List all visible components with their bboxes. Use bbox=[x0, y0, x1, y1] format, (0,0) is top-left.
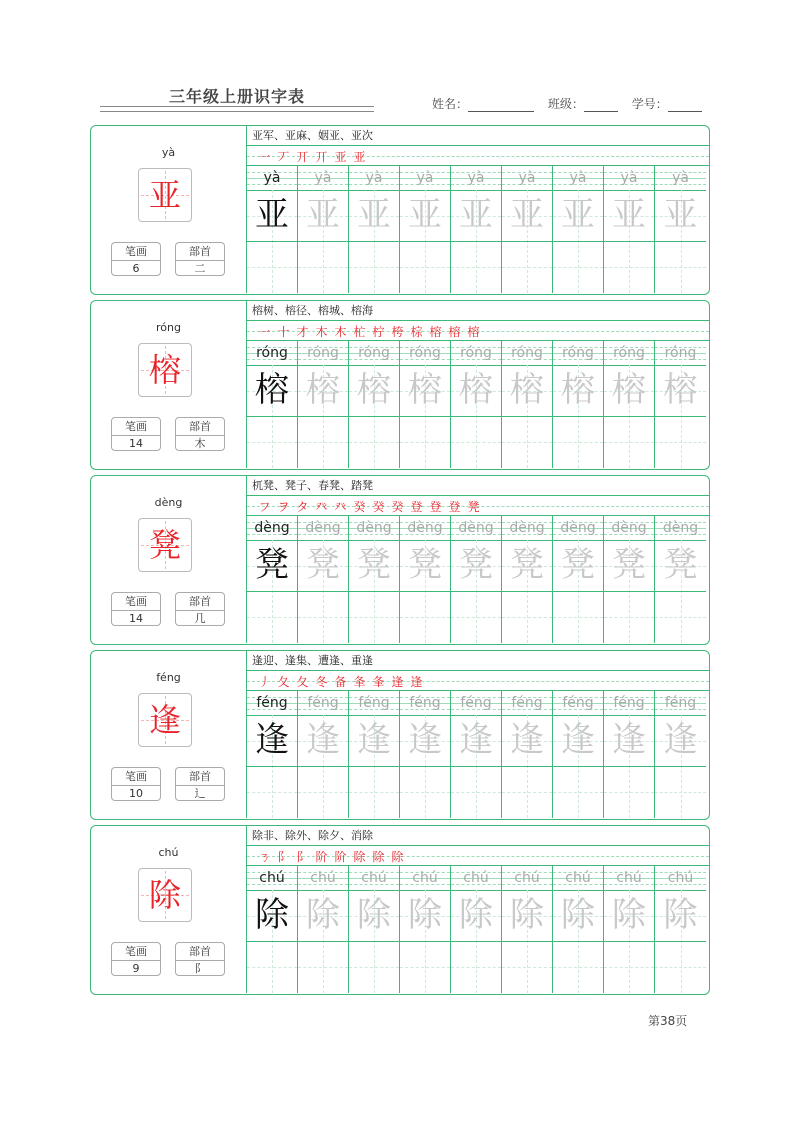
stroke-step: 杧 bbox=[353, 325, 366, 339]
practice-cell[interactable] bbox=[247, 691, 298, 818]
cell-character: 亚 bbox=[255, 195, 289, 235]
cell-character: 逢 bbox=[408, 720, 442, 760]
name-label: 姓名： bbox=[432, 97, 469, 111]
class-label: 班级： bbox=[547, 97, 584, 111]
practice-panel bbox=[247, 476, 709, 643]
practice-cell[interactable] bbox=[349, 516, 400, 643]
character-pinyin: yà bbox=[161, 146, 176, 159]
cell-pinyin: chú bbox=[259, 870, 285, 886]
practice-cell[interactable] bbox=[349, 691, 400, 818]
radical-box bbox=[175, 417, 225, 451]
cell-pinyin: róng bbox=[562, 345, 594, 361]
practice-cell[interactable] bbox=[502, 866, 553, 993]
practice-cell[interactable] bbox=[298, 166, 349, 293]
main-character: 亚 bbox=[148, 176, 181, 214]
strokes-value: 14 bbox=[129, 437, 143, 450]
practice-cell[interactable] bbox=[298, 691, 349, 818]
writing-grid bbox=[247, 691, 709, 818]
stroke-order-row bbox=[247, 671, 709, 691]
cell-pinyin: chú bbox=[565, 870, 591, 886]
cell-character: 凳 bbox=[306, 545, 340, 585]
cell-character: 逢 bbox=[561, 720, 595, 760]
practice-cell[interactable] bbox=[451, 866, 502, 993]
character-info-panel bbox=[91, 476, 247, 643]
strokes-value: 14 bbox=[129, 612, 143, 625]
stroke-step: 才 bbox=[296, 325, 309, 339]
stroke-step: 柠 bbox=[372, 325, 385, 339]
stroke-step: 丌 bbox=[315, 150, 328, 164]
practice-cell[interactable] bbox=[247, 341, 298, 468]
stroke-step: 一 bbox=[258, 150, 271, 164]
practice-cell[interactable] bbox=[247, 166, 298, 293]
id-label: 学号： bbox=[631, 97, 668, 111]
cell-character: 榕 bbox=[663, 370, 698, 410]
stroke-step: 登 bbox=[429, 500, 442, 514]
cell-character: 榕 bbox=[408, 370, 442, 410]
cell-character: 逢 bbox=[612, 720, 646, 760]
practice-cell[interactable] bbox=[400, 516, 451, 643]
radical-box bbox=[175, 767, 225, 801]
cell-character: 亚 bbox=[459, 195, 493, 235]
title-underline bbox=[100, 106, 374, 112]
id-blank[interactable] bbox=[668, 99, 702, 112]
stroke-order-row bbox=[247, 146, 709, 166]
strokes-value: 9 bbox=[132, 962, 140, 975]
practice-cell[interactable] bbox=[502, 691, 553, 818]
cell-pinyin: chú bbox=[616, 870, 642, 886]
radical-label: 部首 bbox=[176, 768, 224, 786]
cell-pinyin: dèng bbox=[611, 520, 647, 536]
practice-cell[interactable] bbox=[604, 516, 655, 643]
stroke-step: 夂 bbox=[296, 675, 309, 689]
practice-cell[interactable] bbox=[553, 866, 604, 993]
cell-pinyin: yà bbox=[518, 170, 536, 186]
cell-pinyin: féng bbox=[562, 695, 594, 711]
cell-character: 凳 bbox=[255, 545, 289, 585]
practice-cell[interactable] bbox=[553, 341, 604, 468]
character-card bbox=[90, 125, 710, 295]
strokes-value: 6 bbox=[132, 262, 140, 275]
stroke-step: 阝 bbox=[277, 850, 290, 864]
character-info-panel bbox=[91, 301, 247, 468]
cell-character: 亚 bbox=[561, 195, 595, 235]
stroke-step: 癸 bbox=[353, 500, 366, 514]
cell-character: 榕 bbox=[306, 370, 340, 410]
practice-cell[interactable] bbox=[247, 866, 298, 993]
stroke-count-box bbox=[111, 767, 161, 801]
stroke-step: 十 bbox=[277, 325, 290, 339]
practice-panel bbox=[247, 651, 709, 818]
practice-cell[interactable] bbox=[349, 341, 400, 468]
cell-pinyin: chú bbox=[667, 870, 694, 886]
practice-cell[interactable] bbox=[451, 516, 502, 643]
practice-cell[interactable] bbox=[451, 341, 502, 468]
radical-box bbox=[175, 942, 225, 976]
strokes-label: 笔画 bbox=[112, 943, 160, 961]
writing-grid bbox=[247, 166, 709, 293]
class-field[interactable] bbox=[548, 95, 618, 112]
cell-pinyin: róng bbox=[256, 345, 288, 361]
practice-cell[interactable] bbox=[451, 166, 502, 293]
practice-cell[interactable] bbox=[502, 516, 553, 643]
cell-pinyin: féng bbox=[358, 695, 390, 711]
stroke-step: タ bbox=[296, 500, 309, 514]
cell-character: 逢 bbox=[510, 720, 544, 760]
practice-cell[interactable] bbox=[298, 516, 349, 643]
practice-cell[interactable] bbox=[502, 341, 553, 468]
radical-box bbox=[175, 242, 225, 276]
stroke-order-row bbox=[247, 496, 709, 516]
cell-character: 亚 bbox=[612, 195, 646, 235]
stroke-step: 桍 bbox=[391, 325, 404, 339]
cell-character: 榕 bbox=[510, 370, 544, 410]
practice-cell[interactable] bbox=[400, 341, 451, 468]
cell-character: 凳 bbox=[561, 545, 595, 585]
strokes-label: 笔画 bbox=[112, 418, 160, 436]
cell-character: 亚 bbox=[408, 195, 442, 235]
main-character: 逢 bbox=[148, 701, 181, 739]
stroke-step: 逢 bbox=[391, 675, 404, 689]
cell-pinyin: chú bbox=[361, 870, 387, 886]
practice-cell[interactable] bbox=[655, 691, 706, 818]
cell-pinyin: dèng bbox=[560, 520, 596, 536]
main-character: 除 bbox=[148, 876, 181, 914]
practice-cell[interactable] bbox=[400, 691, 451, 818]
cell-pinyin: yà bbox=[672, 170, 689, 186]
practice-cell[interactable] bbox=[400, 166, 451, 293]
cell-pinyin: yà bbox=[263, 170, 281, 186]
practice-cell[interactable] bbox=[655, 166, 706, 293]
radical-value: 几 bbox=[194, 612, 206, 625]
character-box bbox=[138, 868, 192, 922]
stroke-step: 除 bbox=[353, 850, 366, 864]
cell-character: 凳 bbox=[663, 545, 698, 585]
cell-character: 亚 bbox=[357, 195, 391, 235]
character-pinyin: dèng bbox=[154, 496, 183, 509]
stroke-step: 登 bbox=[448, 500, 461, 514]
practice-cell[interactable] bbox=[604, 691, 655, 818]
character-card bbox=[90, 300, 710, 470]
cell-character: 除 bbox=[306, 895, 340, 935]
stroke-step: 癶 bbox=[334, 500, 347, 514]
cell-character: 凳 bbox=[357, 545, 391, 585]
writing-grid bbox=[247, 866, 709, 993]
cell-character: 逢 bbox=[357, 720, 391, 760]
character-card bbox=[90, 825, 710, 995]
cell-pinyin: róng bbox=[613, 345, 645, 361]
cell-pinyin: féng bbox=[409, 695, 441, 711]
cell-pinyin: dèng bbox=[356, 520, 392, 536]
cell-pinyin: féng bbox=[664, 695, 697, 711]
example-words: 除非、除外、除夕、消除 bbox=[247, 826, 709, 846]
cell-character: 除 bbox=[663, 895, 698, 935]
stroke-step: 癸 bbox=[372, 500, 385, 514]
cell-character: 逢 bbox=[255, 720, 289, 760]
cell-character: 除 bbox=[510, 895, 544, 935]
stroke-step: 木 bbox=[315, 325, 328, 339]
practice-cell[interactable] bbox=[502, 166, 553, 293]
cell-character: 凳 bbox=[612, 545, 646, 585]
cell-character: 榕 bbox=[612, 370, 646, 410]
cell-pinyin: róng bbox=[409, 345, 441, 361]
practice-cell[interactable] bbox=[604, 341, 655, 468]
character-pinyin: féng bbox=[156, 671, 181, 684]
character-box bbox=[138, 343, 192, 397]
writing-grid bbox=[247, 516, 709, 643]
cell-pinyin: dèng bbox=[305, 520, 341, 536]
example-words: 逢迎、逢集、遭逢、重逢 bbox=[247, 651, 709, 671]
stroke-step: 木 bbox=[334, 325, 347, 339]
radical-value: 木 bbox=[194, 437, 206, 450]
strokes-label: 笔画 bbox=[112, 243, 160, 261]
stroke-step: 阶 bbox=[334, 850, 347, 864]
character-box bbox=[138, 168, 192, 222]
practice-cell[interactable] bbox=[604, 866, 655, 993]
class-blank[interactable] bbox=[584, 99, 618, 112]
practice-cell[interactable] bbox=[655, 516, 706, 643]
stroke-step: フ bbox=[258, 500, 271, 514]
cell-pinyin: róng bbox=[664, 345, 697, 361]
stroke-step: 一 bbox=[258, 325, 271, 339]
page-header bbox=[0, 0, 800, 120]
cell-character: 除 bbox=[408, 895, 442, 935]
stroke-step: 夆 bbox=[353, 675, 366, 689]
cell-pinyin: féng bbox=[613, 695, 645, 711]
practice-cell[interactable] bbox=[655, 866, 706, 993]
radical-label: 部首 bbox=[176, 243, 224, 261]
cell-pinyin: róng bbox=[460, 345, 492, 361]
example-words: 榕树、榕径、榕城、榕海 bbox=[247, 301, 709, 321]
stroke-step: 丆 bbox=[277, 150, 290, 164]
stroke-step: 除 bbox=[372, 850, 385, 864]
main-character: 榕 bbox=[148, 351, 181, 389]
strokes-value: 10 bbox=[129, 787, 143, 800]
practice-cell[interactable] bbox=[349, 166, 400, 293]
cell-character: 亚 bbox=[510, 195, 544, 235]
stroke-step: 榕 bbox=[467, 325, 480, 339]
stroke-step: 丿 bbox=[258, 675, 271, 689]
stroke-count-box bbox=[111, 417, 161, 451]
stroke-step: 夆 bbox=[372, 675, 385, 689]
stroke-step: 癶 bbox=[315, 500, 328, 514]
cell-character: 亚 bbox=[663, 195, 698, 235]
cell-pinyin: dèng bbox=[458, 520, 494, 536]
strokes-label: 笔画 bbox=[112, 768, 160, 786]
cell-pinyin: yà bbox=[467, 170, 485, 186]
character-box bbox=[138, 518, 192, 572]
stroke-step: 除 bbox=[391, 850, 404, 864]
stroke-step: 丌 bbox=[296, 150, 309, 164]
student-info-fields bbox=[432, 95, 712, 112]
stroke-step: 阝 bbox=[296, 850, 309, 864]
practice-panel bbox=[247, 826, 709, 993]
stroke-step: 夂 bbox=[277, 675, 290, 689]
cell-character: 除 bbox=[357, 895, 391, 935]
stroke-step: ヲ bbox=[277, 500, 290, 514]
radical-box bbox=[175, 592, 225, 626]
cell-pinyin: féng bbox=[256, 695, 288, 711]
name-blank[interactable] bbox=[468, 99, 534, 112]
id-field[interactable] bbox=[632, 95, 702, 112]
practice-cell[interactable] bbox=[349, 866, 400, 993]
cell-character: 亚 bbox=[306, 195, 340, 235]
page-title: 三年级上册识字表 bbox=[168, 87, 305, 106]
radical-label: 部首 bbox=[176, 943, 224, 961]
cell-character: 逢 bbox=[459, 720, 493, 760]
stroke-step: 棕 bbox=[410, 325, 423, 339]
stroke-order-row bbox=[247, 321, 709, 341]
practice-cell[interactable] bbox=[298, 341, 349, 468]
main-character: 凳 bbox=[148, 526, 181, 564]
stroke-step: 备 bbox=[334, 675, 347, 689]
cell-character: 逢 bbox=[663, 720, 698, 760]
cell-pinyin: yà bbox=[620, 170, 638, 186]
stroke-count-box bbox=[111, 942, 161, 976]
practice-cell[interactable] bbox=[298, 866, 349, 993]
page-number: 第38页 bbox=[648, 1014, 688, 1028]
practice-panel bbox=[247, 301, 709, 468]
character-card bbox=[90, 650, 710, 820]
cell-pinyin: chú bbox=[514, 870, 540, 886]
cell-character: 榕 bbox=[357, 370, 391, 410]
cell-character: 除 bbox=[459, 895, 493, 935]
stroke-step: 亚 bbox=[334, 150, 347, 164]
cell-pinyin: róng bbox=[358, 345, 390, 361]
character-info-panel bbox=[91, 126, 247, 293]
cell-pinyin: yà bbox=[569, 170, 587, 186]
cell-pinyin: féng bbox=[460, 695, 492, 711]
cell-pinyin: yà bbox=[314, 170, 332, 186]
cell-pinyin: dèng bbox=[662, 520, 699, 536]
stroke-count-box bbox=[111, 242, 161, 276]
stroke-count-box bbox=[111, 592, 161, 626]
cell-pinyin: róng bbox=[511, 345, 543, 361]
stroke-step: 癸 bbox=[391, 500, 404, 514]
stroke-step: 凳 bbox=[467, 500, 480, 514]
practice-cell[interactable] bbox=[247, 516, 298, 643]
radical-value: 辶 bbox=[194, 787, 206, 800]
cell-pinyin: róng bbox=[307, 345, 339, 361]
practice-cell[interactable] bbox=[553, 691, 604, 818]
strokes-label: 笔画 bbox=[112, 593, 160, 611]
radical-label: 部首 bbox=[176, 593, 224, 611]
stroke-order-row bbox=[247, 846, 709, 866]
example-words: 杌凳、凳子、春凳、踏凳 bbox=[247, 476, 709, 496]
cell-character: 凳 bbox=[510, 545, 544, 585]
cell-pinyin: chú bbox=[310, 870, 336, 886]
stroke-step: ㄋ bbox=[258, 850, 271, 864]
practice-cell[interactable] bbox=[655, 341, 706, 468]
radical-value: 阝 bbox=[194, 962, 206, 975]
cell-character: 榕 bbox=[255, 370, 289, 410]
character-pinyin: róng bbox=[156, 321, 181, 334]
practice-cell[interactable] bbox=[553, 516, 604, 643]
cell-pinyin: yà bbox=[365, 170, 383, 186]
stroke-step: 逢 bbox=[410, 675, 423, 689]
cell-pinyin: chú bbox=[463, 870, 489, 886]
character-pinyin: chú bbox=[158, 846, 179, 859]
cell-pinyin: chú bbox=[412, 870, 438, 886]
cell-character: 逢 bbox=[306, 720, 340, 760]
stroke-step: 冬 bbox=[315, 675, 328, 689]
cell-pinyin: yà bbox=[416, 170, 434, 186]
cell-pinyin: féng bbox=[307, 695, 339, 711]
character-box bbox=[138, 693, 192, 747]
writing-grid bbox=[247, 341, 709, 468]
cell-pinyin: dèng bbox=[509, 520, 545, 536]
cell-character: 凳 bbox=[408, 545, 442, 585]
practice-cell[interactable] bbox=[451, 691, 502, 818]
cell-character: 榕 bbox=[459, 370, 493, 410]
practice-panel bbox=[247, 126, 709, 293]
stroke-step: 榕 bbox=[448, 325, 461, 339]
stroke-step: 阶 bbox=[315, 850, 328, 864]
practice-cell[interactable] bbox=[604, 166, 655, 293]
stroke-step: 榕 bbox=[429, 325, 442, 339]
stroke-step: 登 bbox=[410, 500, 423, 514]
character-info-panel bbox=[91, 651, 247, 818]
cell-pinyin: féng bbox=[511, 695, 543, 711]
cell-pinyin: dèng bbox=[407, 520, 443, 536]
example-words: 亚军、亚麻、姻亚、亚次 bbox=[247, 126, 709, 146]
cell-pinyin: dèng bbox=[254, 520, 290, 536]
cell-character: 榕 bbox=[561, 370, 595, 410]
practice-cell[interactable] bbox=[400, 866, 451, 993]
radical-label: 部首 bbox=[176, 418, 224, 436]
stroke-step: 亚 bbox=[353, 150, 366, 164]
radical-value: 二 bbox=[194, 262, 206, 275]
character-info-panel bbox=[91, 826, 247, 993]
cell-character: 除 bbox=[612, 895, 646, 935]
cell-character: 凳 bbox=[459, 545, 493, 585]
cell-character: 除 bbox=[561, 895, 595, 935]
character-card bbox=[90, 475, 710, 645]
name-field[interactable] bbox=[432, 95, 534, 112]
practice-cell[interactable] bbox=[553, 166, 604, 293]
cell-character: 除 bbox=[255, 895, 289, 935]
